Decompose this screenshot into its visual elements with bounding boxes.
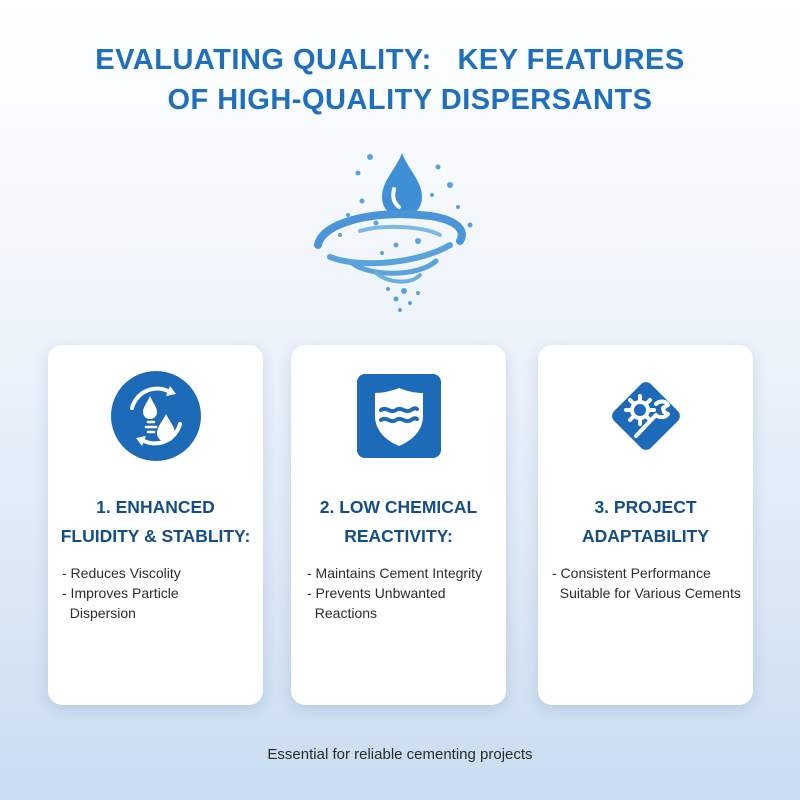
bullet-item: Dispersion bbox=[62, 605, 136, 621]
gear-wrench-icon bbox=[600, 370, 692, 462]
bullet-item: - Prevents Unbwanted bbox=[307, 585, 446, 601]
title-line-1: EVALUATING QUALITY: KEY FEATURES bbox=[95, 44, 685, 76]
bullet-item: - Maintains Cement Integrity bbox=[307, 565, 483, 581]
shield-waves-icon bbox=[353, 370, 445, 462]
bullet-item: Suitable for Various Cements bbox=[552, 585, 741, 601]
feature-card-fluidity bbox=[48, 345, 263, 705]
card-heading: 2. LOW CHEMICAL REACTIVITY: bbox=[319, 497, 478, 546]
card-bullets bbox=[291, 563, 522, 623]
water-drop-swirl-icon bbox=[300, 145, 480, 315]
card-bullets bbox=[48, 563, 277, 623]
card-bullets bbox=[538, 563, 767, 603]
page-title bbox=[0, 40, 800, 120]
bullet-item: - Consistent Performance bbox=[552, 565, 711, 581]
bullet-item: - Reduces Viscolity bbox=[62, 565, 181, 581]
bullet-item: - Improves Particle bbox=[62, 585, 179, 601]
feature-card-adaptability bbox=[538, 345, 753, 705]
bullet-item: Reactions bbox=[307, 605, 378, 621]
feature-card-reactivity bbox=[291, 345, 506, 705]
fluidity-drops-icon bbox=[110, 370, 202, 462]
card-heading: 3. PROJECT ADAPTABILITY bbox=[581, 497, 710, 546]
footer-tagline: Essential for reliable cementing projects bbox=[267, 746, 533, 763]
card-heading: 1. ENHANCED FLUIDITY & STABLITY: bbox=[60, 497, 251, 546]
title-line-2: OF HIGH-QUALITY DISPERSANTS bbox=[167, 84, 653, 116]
